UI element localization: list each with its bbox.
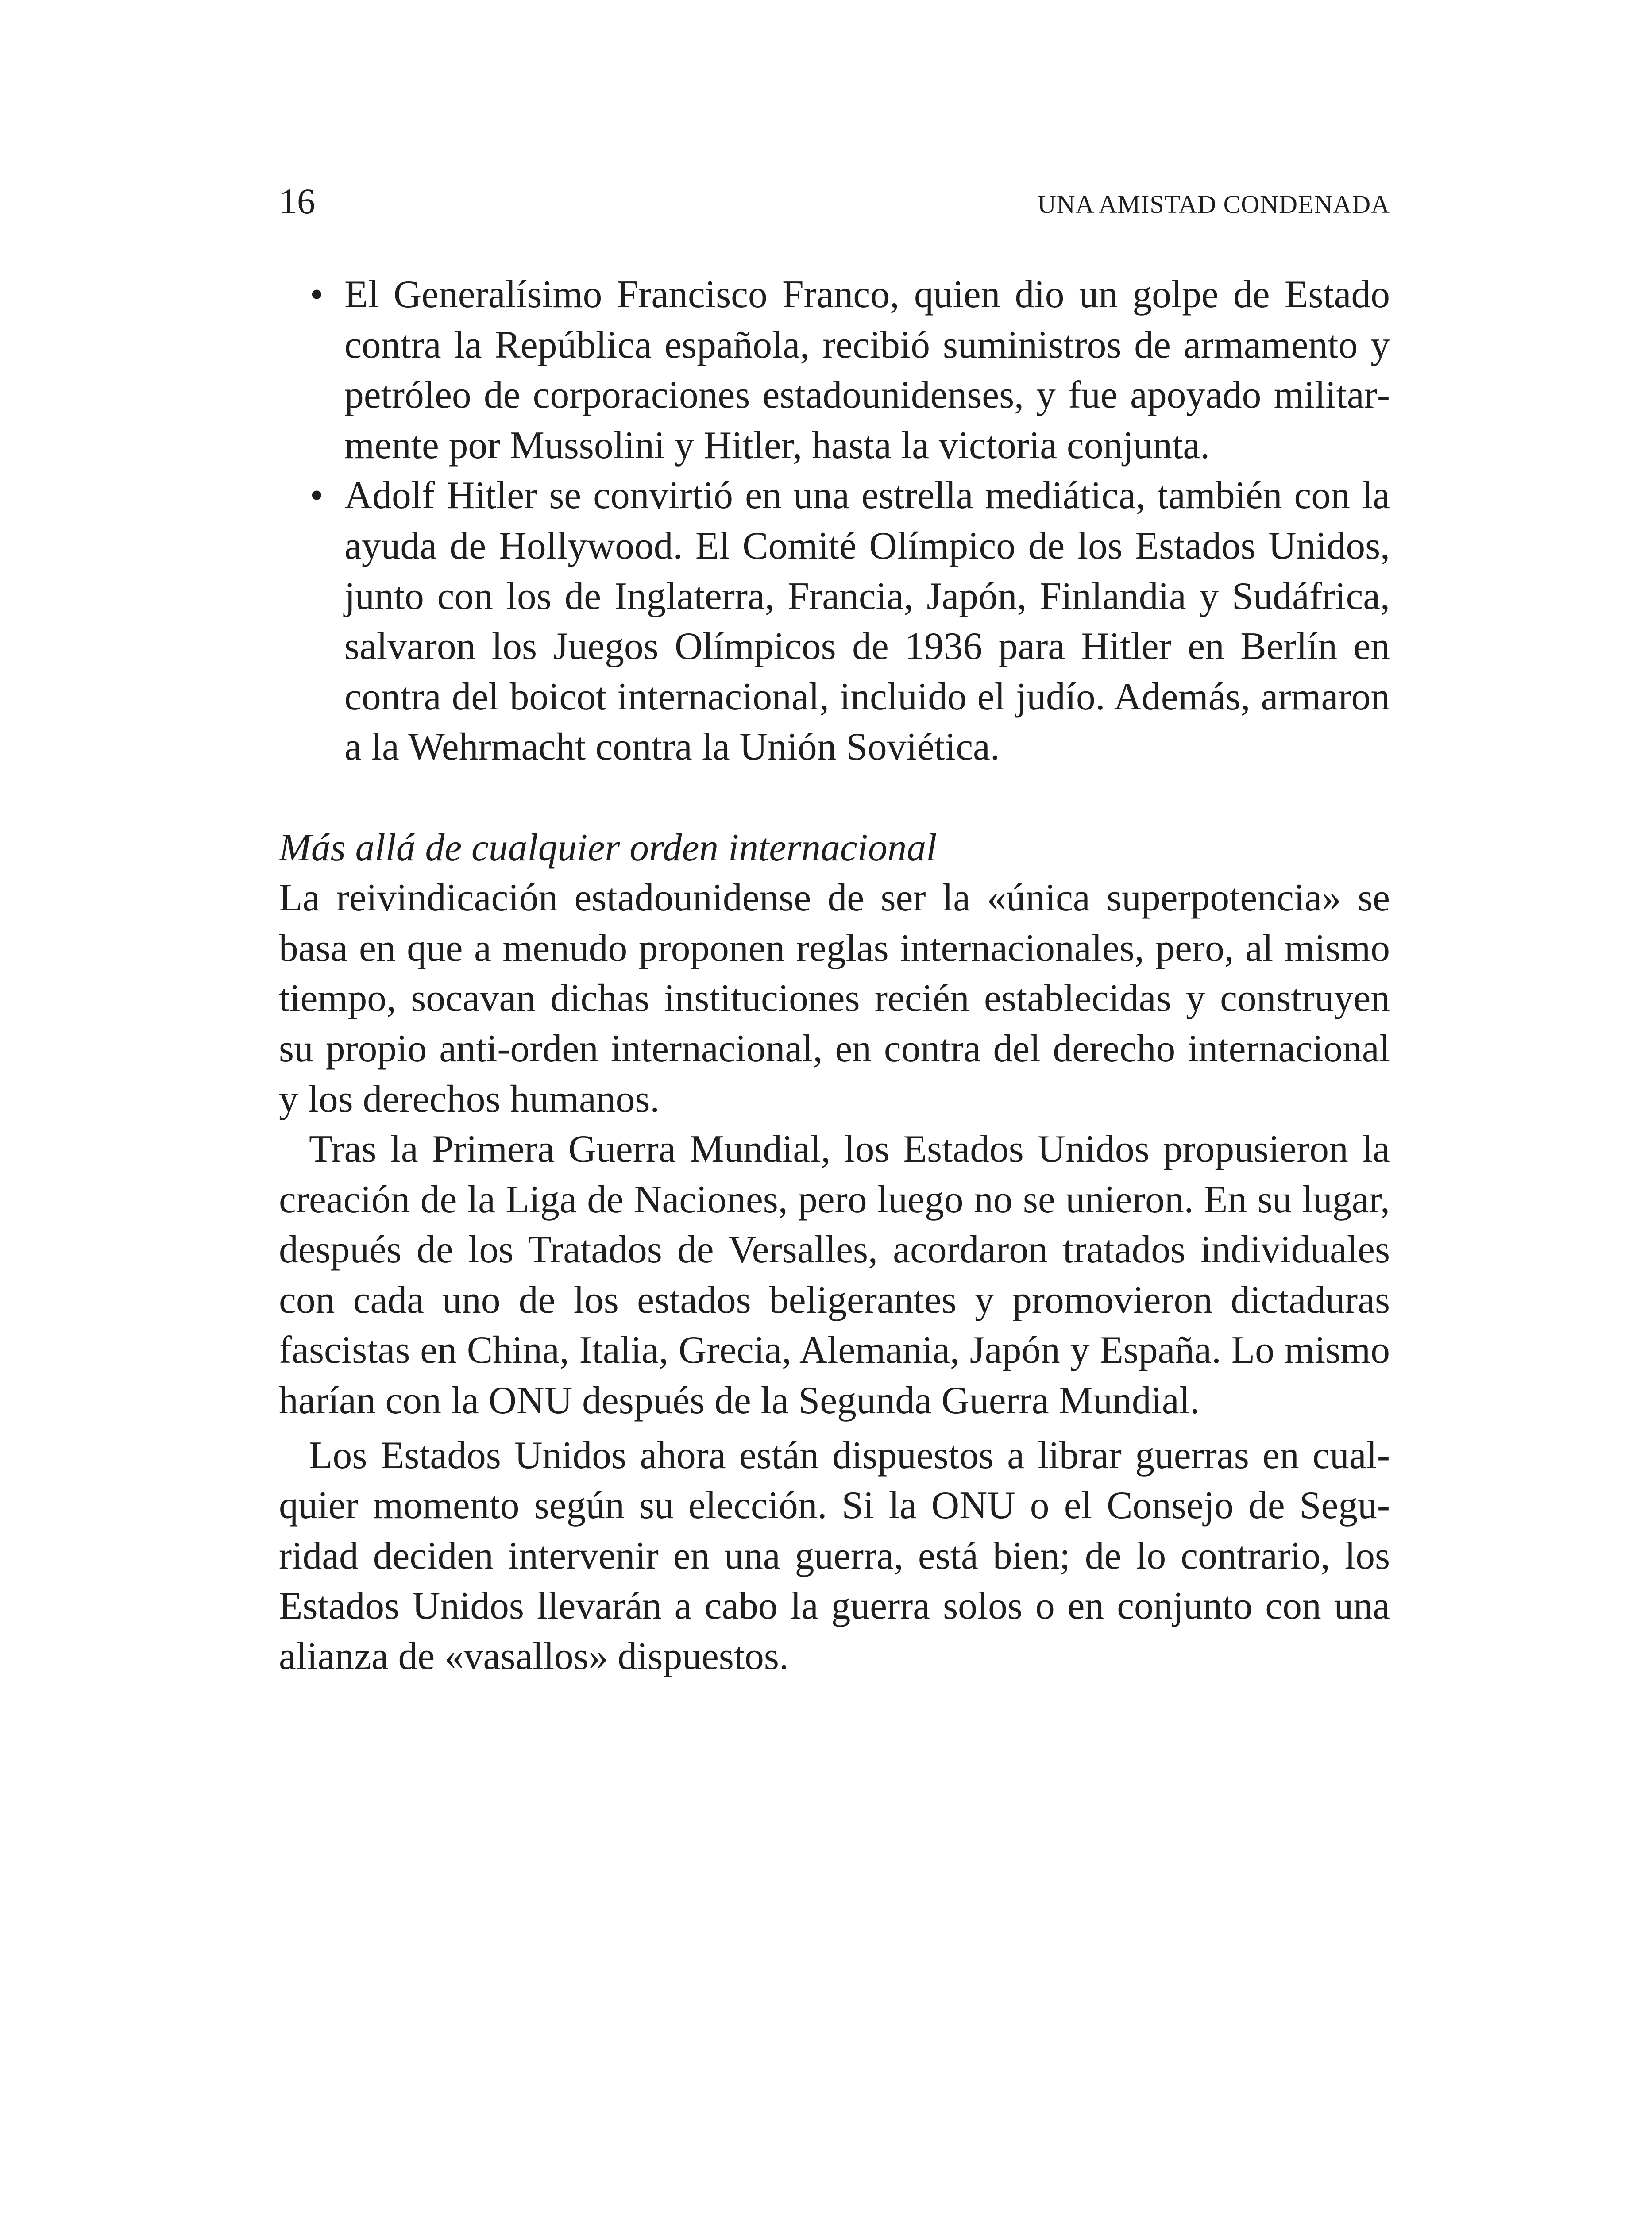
- paragraph-1: La reivindicación estadounidense de ser la «única superpotencia» se basa en que a menudo proponen reglas internacionales, pero, al mismo tiempo, socavan dichas instituciones recién establecidas y construyen su propio anti-orden internacional, en contra del derecho internacional y los derechos humanos.: [279, 876, 1390, 1120]
- bullet-icon: •: [310, 474, 324, 517]
- bullet-list: [279, 269, 1390, 772]
- paragraph-3: Los Estados Unidos ahora están dispuestos a librar guerras en cualquier momento según su elección. Si la ONU o el Consejo de Seguridad deciden intervenir en una guerra, está bien; de lo contrario, los Estados Unidos llevarán a cabo la guerra solos o en conjunto con una alianza de «vasallos» dispuestos.: [279, 1433, 1390, 1678]
- body-text: [279, 269, 1390, 1681]
- bullet-item-franco: [279, 269, 1390, 470]
- bullet-text: El Generalísimo Francisco Franco, quien dio un golpe de Estado contra la República española, recibió suministros de armamento y petróleo de corporaciones estadounidenses, y fue apoyado militarmente por Mussolini y Hitler, hasta la victoria conjunta.: [344, 273, 1390, 467]
- paragraph-2: Tras la Primera Guerra Mundial, los Estados Unidos propusieron la creación de la Liga de Naciones, pero luego no se unieron. En su lugar, después de los Tratados de Versalles, acordaron tratados individuales con cada uno de los estados beligerantes y promovieron dictaduras fascistas en China, Italia, Grecia, Alemania, Japón y España. Lo mismo harían con la ONU después de la Segunda Guerra Mundial.: [279, 1127, 1390, 1422]
- page-number: 16: [279, 181, 315, 221]
- section-heading: Más allá de cualquier orden internacional: [279, 825, 937, 869]
- bullet-text: Adolf Hitler se convirtió en una estrella mediática, también con la ayuda de Hollywood. El Comité Olímpico de los Estados Unidos, junto con los de Inglaterra, Francia, Japón, Finlandia y Sudáfrica, salvaron los Juegos Olímpicos de 1936 para Hitler en Berlín en contra del boicot internacional, incluido el judío. Además, armaron a la Wehrmacht contra la Unión Soviética.: [344, 474, 1390, 768]
- bullet-item-hitler: [279, 470, 1390, 772]
- running-title: UNA AMISTAD CONDENADA: [1037, 190, 1390, 219]
- running-head: [279, 177, 1390, 226]
- bullet-icon: •: [310, 273, 324, 316]
